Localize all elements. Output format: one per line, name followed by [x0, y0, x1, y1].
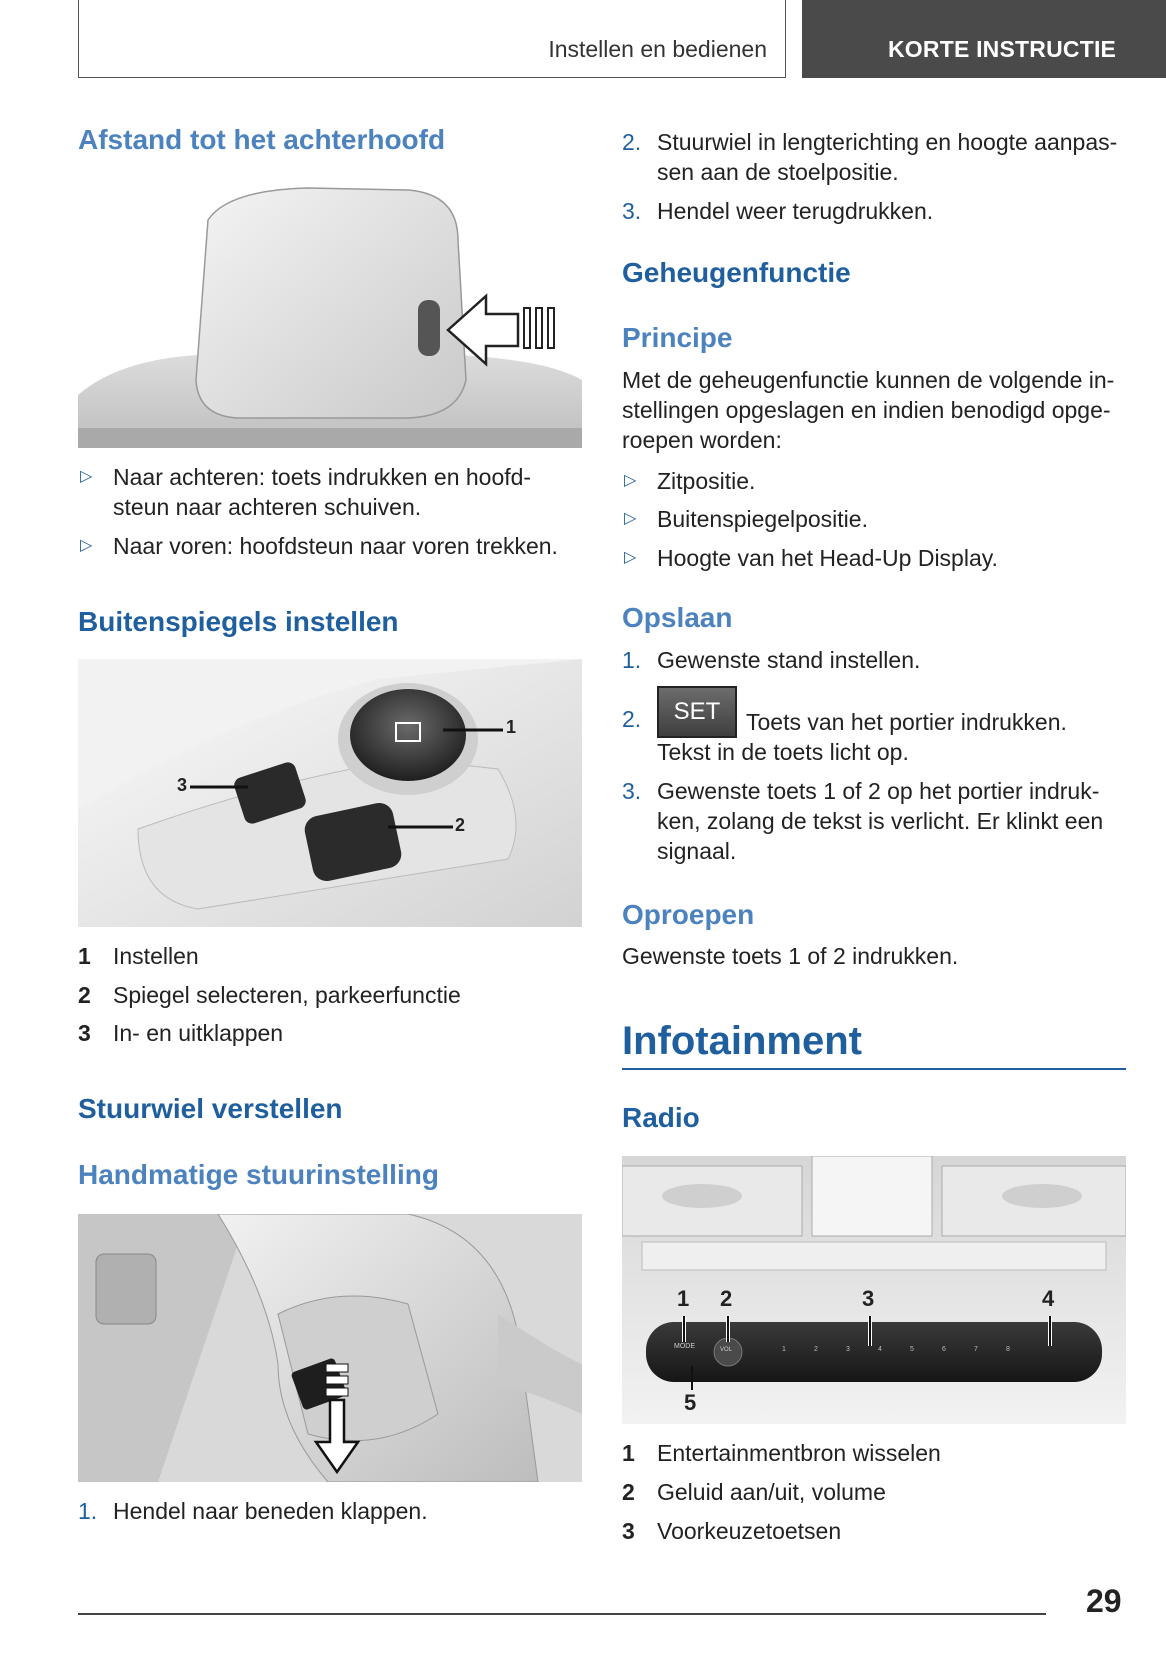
set-button-icon: SET — [657, 686, 737, 738]
header-box — [78, 0, 786, 78]
mirror-callout-2: 2 — [455, 815, 466, 835]
mirror-callout-1: 1 — [506, 717, 517, 737]
infotainment-title: Infotainment — [622, 1019, 862, 1063]
preset-6: 6 — [942, 1346, 946, 1353]
radio-callout-4: 4 — [1042, 1286, 1055, 1311]
preset-4: 4 — [878, 1346, 882, 1353]
principle-line-3: roepen worden: — [622, 427, 782, 453]
recall-text: Gewenste toets 1 of 2 indrukken. — [622, 943, 959, 969]
header-section: Instellen en bedienen — [548, 36, 767, 62]
principle-title: Principe — [622, 322, 733, 353]
save-step-2-text: Toets van het portier indrukken. — [746, 709, 1067, 735]
recall-title: Oproepen — [622, 899, 755, 930]
radio-panel-image — [622, 1156, 1126, 1424]
radio-callout-1: 1 — [677, 1286, 690, 1311]
principle-line-2: stellingen opgeslagen en indien benodigd opge- — [622, 397, 1111, 423]
memory-title: Geheugenfunctie — [622, 257, 851, 288]
steering-subtitle: Handmatige stuurinstelling — [78, 1159, 439, 1190]
radio-mode-label: MODE — [674, 1343, 695, 1350]
preset-7: 7 — [974, 1346, 978, 1353]
radio-callout-2: 2 — [720, 1286, 733, 1311]
save-title: Opslaan — [622, 602, 733, 633]
steering-title: Stuurwiel verstellen — [78, 1093, 343, 1124]
infotainment-rule — [622, 1068, 1126, 1070]
radio-callout-3: 3 — [862, 1286, 875, 1311]
preset-1: 1 — [782, 1346, 786, 1353]
preset-5: 5 — [910, 1346, 914, 1353]
principle-line-1: Met de geheugenfunctie kunnen de volgende in- — [622, 367, 1115, 393]
mirror-controls-image — [78, 659, 582, 927]
radio-title: Radio — [622, 1102, 700, 1133]
footer-rule — [78, 1613, 1046, 1615]
preset-2: 2 — [814, 1346, 818, 1353]
page-number: 29 — [1086, 1583, 1122, 1619]
header-chapter: KORTE INSTRUCTIE — [802, 0, 1166, 78]
radio-callout-5: 5 — [684, 1390, 697, 1415]
mirrors-title: Buitenspiegels instellen — [78, 606, 399, 637]
headrest-image — [78, 180, 582, 448]
steering-lever-image — [78, 1214, 582, 1482]
mirror-callout-3: 3 — [177, 775, 188, 795]
preset-3: 3 — [846, 1346, 850, 1353]
preset-8: 8 — [1006, 1346, 1010, 1353]
headrest-title: Afstand tot het achterhoofd — [78, 124, 446, 155]
radio-vol-label: VOL — [720, 1347, 733, 1353]
